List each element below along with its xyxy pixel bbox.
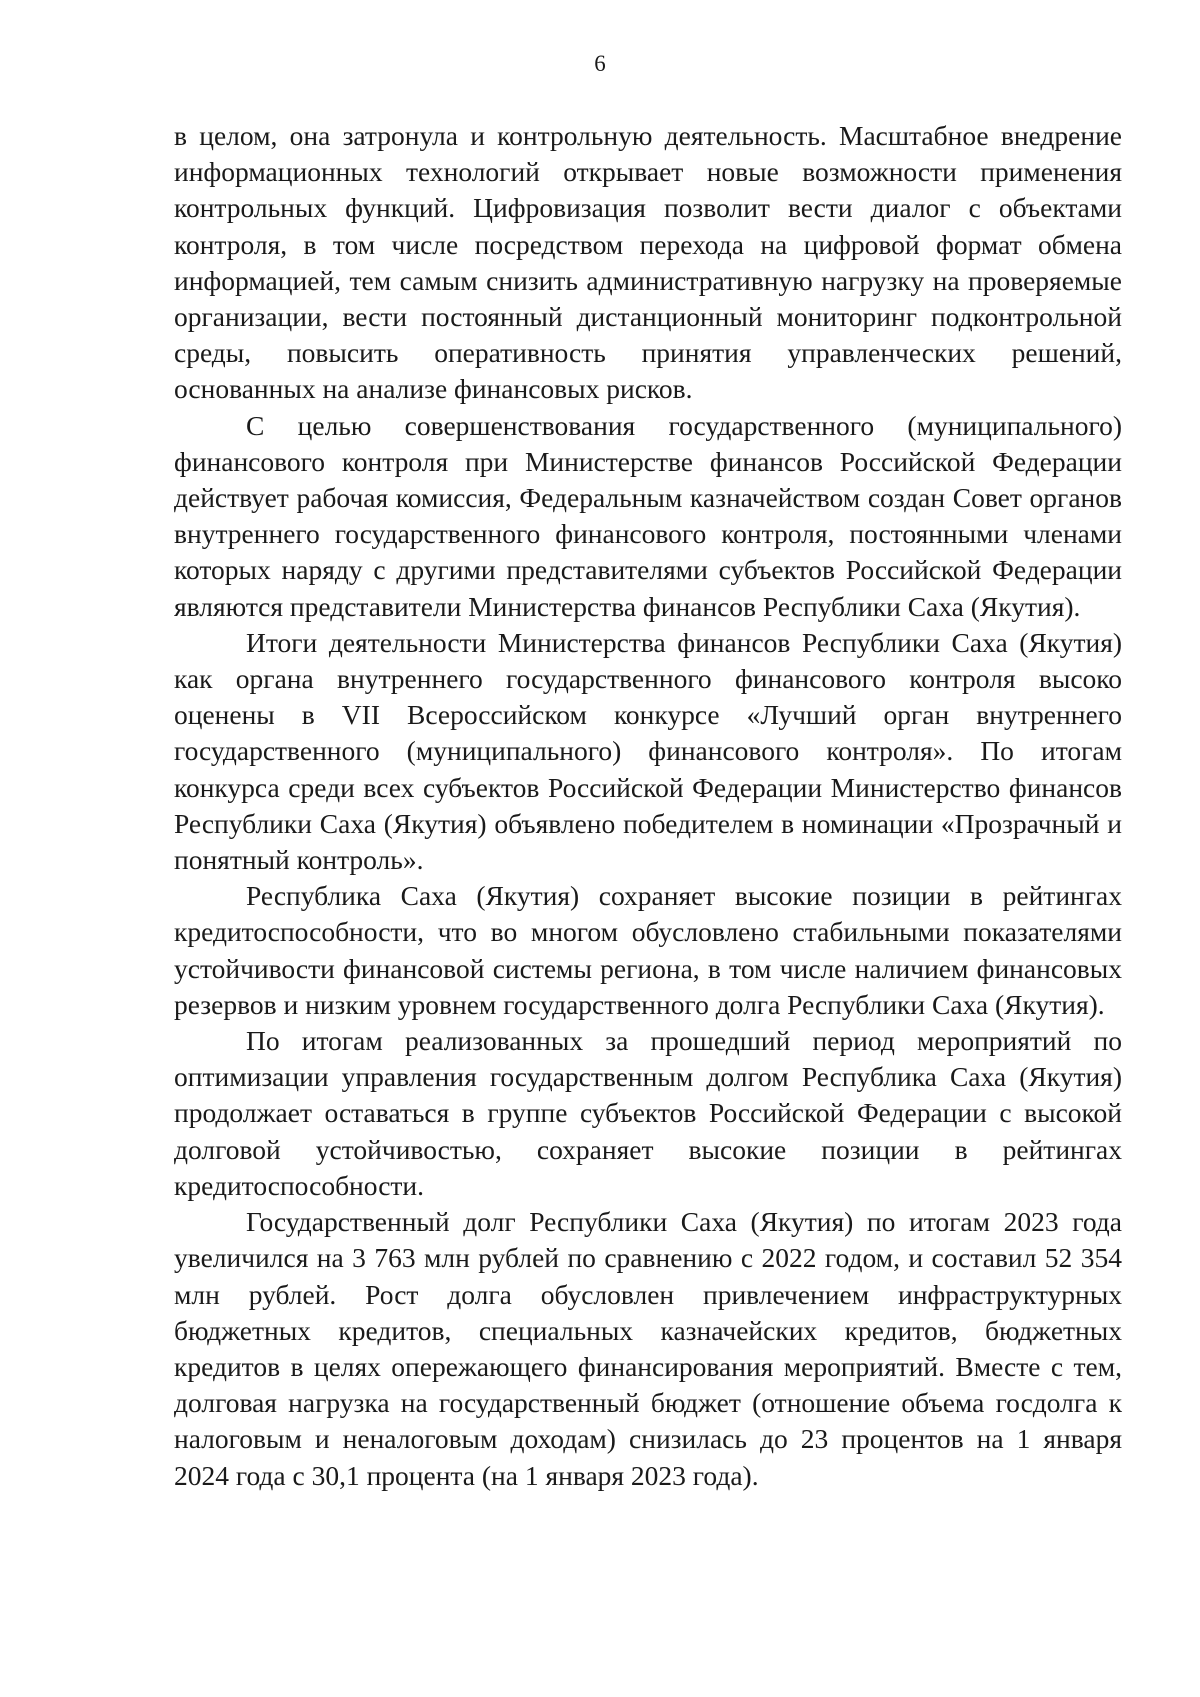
paragraph-4: Республика Саха (Якутия) сохраняет высокие позиции в рейтингах кредитоспособности, что во многом обусловлено стабильными показателями устойчивости финансовой системы региона, в том числе наличием финансовых резервов и низким уровнем государственного долга Республики Саха (Якутия). — [174, 880, 1122, 1020]
document-body — [174, 118, 1122, 1494]
paragraph-1: в целом, она затронула и контрольную деятельность. Масштабное внедрение информационных технологий открывает новые возможности применения контрольных функций. Цифровизация позволит вести диалог с объектами контроля, в том числе посредством перехода на цифровой формат обмена информацией, тем самым снизить административную нагрузку на проверяемые организации, вести постоянный дистанционный мониторинг подконтрольной среды, повысить оперативность принятия управленческих решений, основанных на анализе финансовых рисков. — [174, 120, 1122, 405]
page-number: 6 — [594, 51, 606, 76]
paragraph-6: Государственный долг Республики Саха (Якутия) по итогам 2023 года увеличился на 3 763 млн рублей по сравнению с 2022 годом, и составил 52 354 млн рублей. Рост долга обусловлен привлечением инфраструктурных бюджетных кредитов, специальных казначейских кредитов, бюджетных кредитов в целях опережающего финансирования мероприятий. Вместе с тем, долговая нагрузка на государственный бюджет (отношение объема госдолга к налоговым и неналоговым доходам) снизилась до 23 процентов на 1 января 2024 года с 30,1 процента (на 1 января 2023 года). — [174, 1206, 1122, 1491]
paragraph-3: Итоги деятельности Министерства финансов Республики Саха (Якутия) как органа внутреннего государственного финансового контроля высоко оценены в VII Всероссийском конкурсе «Лучший орган внутреннего государственного (муниципального) финансового контроля». По итогам конкурса среди всех субъектов Российской Федерации Министерство финансов Республики Саха (Якутия) объявлено победителем в номинации «Прозрачный и понятный контроль». — [174, 626, 1122, 876]
paragraph-5: По итогам реализованных за прошедший период мероприятий по оптимизации управления государственным долгом Республика Саха (Якутия) продолжает оставаться в группе субъектов Российской Федерации с высокой долговой устойчивостью, сохраняет высокие позиции в рейтингах кредитоспособности. — [174, 1025, 1122, 1201]
paragraph-2: С целью совершенствования государственного (муниципального) финансового контроля при Министерстве финансов Российской Федерации действует рабочая комиссия, Федеральным казначейством создан Совет органов внутреннего государственного финансового контроля, постоянными членами которых наряду с другими представителями субъектов Российской Федерации являются представители Министерства финансов Республики Саха (Якутия). — [174, 409, 1122, 622]
